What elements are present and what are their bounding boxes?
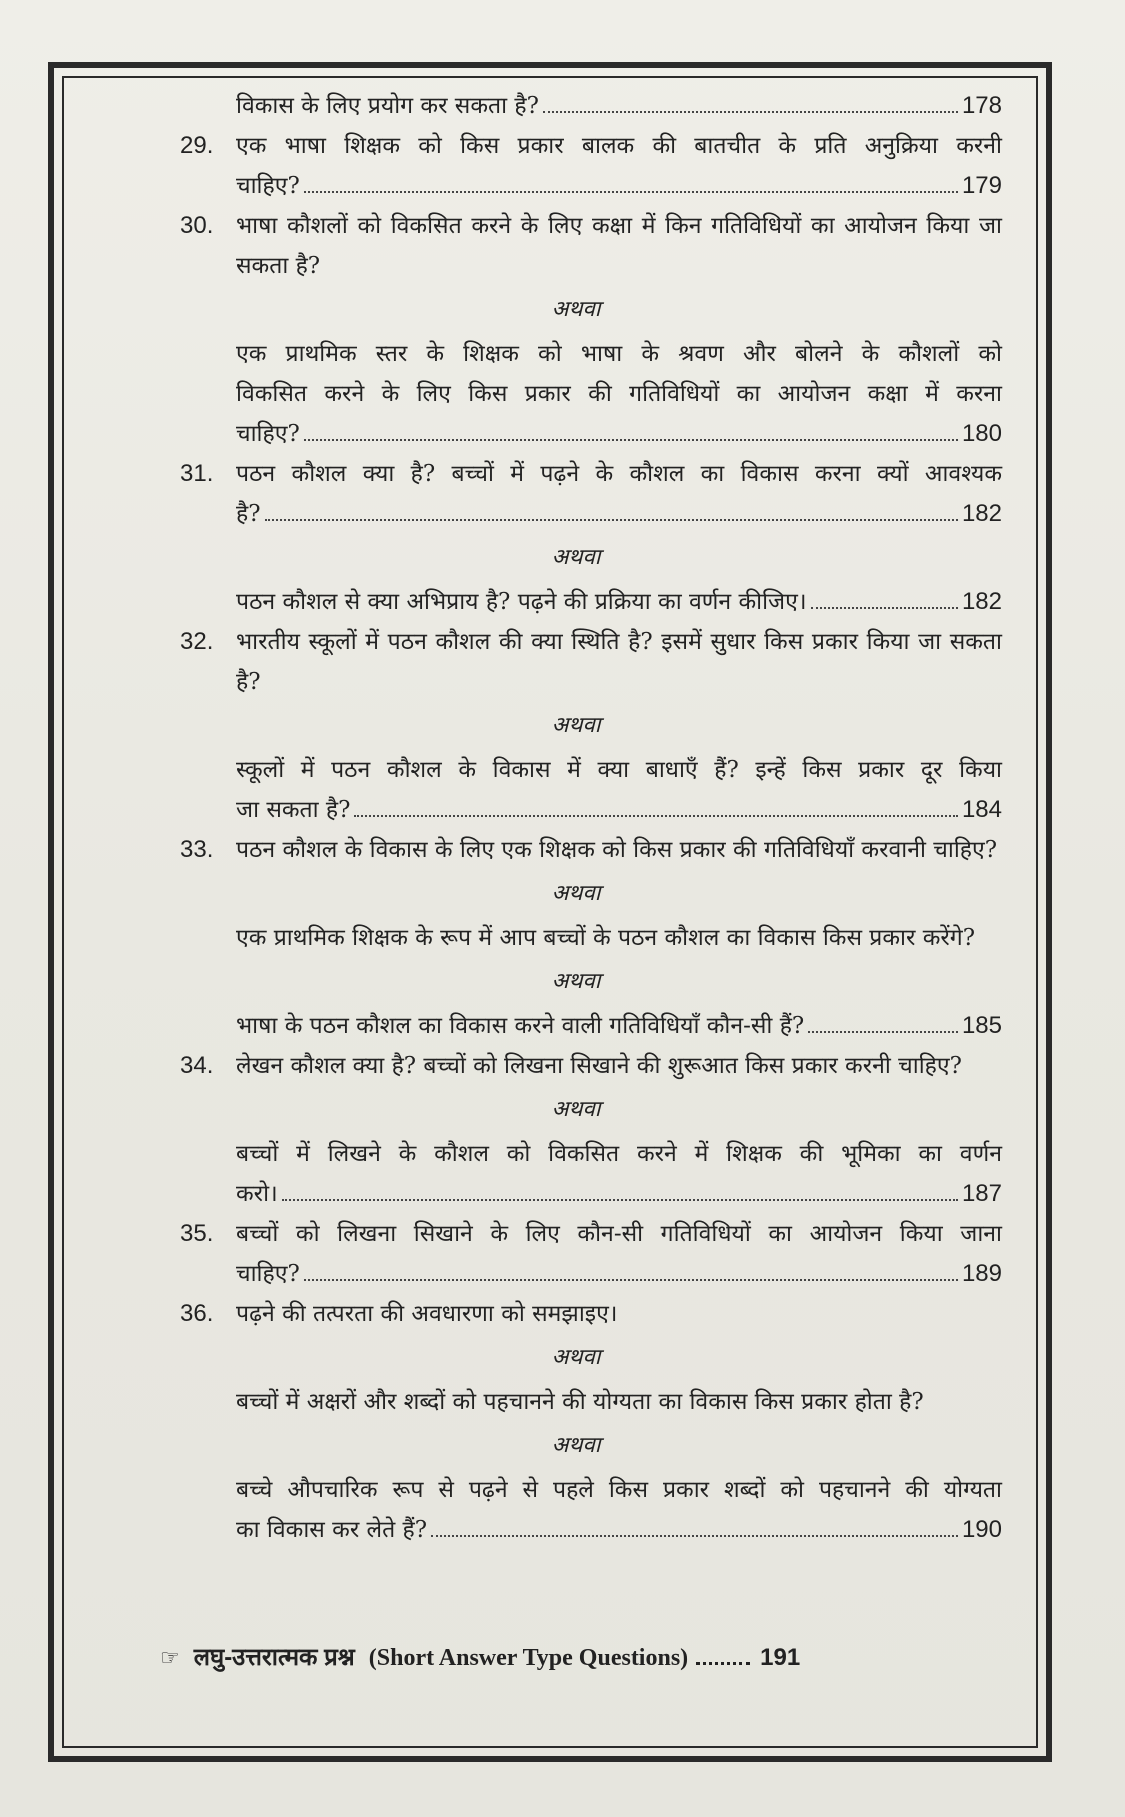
question-entry [150,1294,1002,1334]
question-entry [150,86,1002,126]
leader-dots [808,1031,958,1033]
question-number: 29. [180,132,214,159]
question-number: 33. [180,836,214,863]
or-separator: अथवा [551,1097,601,1122]
short-answer-english: (Short Answer Type Questions) [368,1645,689,1671]
question-text: पढ़ने की तत्परता की अवधारणा को समझाइए। [236,1301,618,1327]
question-line-last: विकास के लिए प्रयोग कर सकता है? [236,93,539,119]
toc-line [236,1254,1002,1294]
toc-line [236,1006,1002,1046]
question-entry [150,622,1002,702]
question-number: 30. [180,212,214,239]
or-separator: अथवा [551,1433,601,1458]
page-number: 179 [961,172,1002,199]
question-text: लेखन कौशल क्या है? बच्चों को लिखना सिखाने की शुरूआत किस प्रकार करनी चाहिए? [236,1053,962,1079]
leader-dots [543,111,958,113]
question-entry [150,830,1002,870]
question-number: 36. [180,1300,214,1327]
toc-line [236,166,1002,206]
leader-dots [304,1279,958,1281]
or-separator: अथवा [551,969,601,994]
page-number: 184 [961,796,1002,823]
question-line: एक प्राथमिक स्तर के शिक्षक को भाषा के श्रवण और बोलने के कौशलों को [236,341,1002,367]
question-entry [150,1214,1002,1294]
question-entry [150,750,1002,830]
page-number: 185 [961,1012,1002,1039]
question-entry [150,1046,1002,1086]
question-entry [150,206,1002,286]
leader-dots [265,519,958,521]
toc-line [236,86,1002,126]
question-line-last: भाषा के पठन कौशल का विकास करने वाली गतिविधियाँ कौन-सी हैं? [236,1013,805,1039]
leader-dots [696,1662,750,1665]
question-line-last: करो। [236,1181,278,1207]
question-line-last: का विकास कर लेते हैं? [236,1517,428,1543]
toc-line [236,582,1002,622]
page-number: 189 [961,1260,1002,1287]
leader-dots [431,1535,958,1537]
question-text: भाषा कौशलों को विकसित करने के लिए कक्षा में किन गतिविधियों का आयोजन किया जा सकता है? [236,213,1002,279]
question-text: भारतीय स्कूलों में पठन कौशल की क्या स्थिति है? इसमें सुधार किस प्रकार किया जा सकता है? [236,629,1002,695]
question-entry [150,582,1002,622]
question-line: बच्चों में लिखने के कौशल को विकसित करने में शिक्षक की भूमिका का वर्णन [236,1141,1002,1167]
question-text: बच्चों में अक्षरों और शब्दों को पहचानने की योग्यता का विकास किस प्रकार होता है? [236,1389,924,1415]
or-separator: अथवा [551,713,601,738]
leader-dots [354,815,957,817]
leader-dots [282,1199,958,1201]
question-entry [150,334,1002,454]
toc-line [236,414,1002,454]
or-separator: अथवा [551,545,601,570]
short-answer-hindi: लघु-उत्तरात्मक प्रश्न [193,1644,355,1671]
leader-dots [304,191,958,193]
question-line: बच्चे औपचारिक रूप से पढ़ने से पहले किस प्रकार शब्दों को पहचानने की योग्यता [236,1477,1002,1503]
question-text: पठन कौशल के विकास के लिए एक शिक्षक को किस प्रकार की गतिविधियाँ करवानी चाहिए? [236,837,998,863]
question-line-last: पठन कौशल से क्या अभिप्राय है? पढ़ने की प्रक्रिया का वर्णन कीजिए। [236,589,807,615]
question-line-last: जा सकता है? [236,797,351,823]
question-line: स्कूलों में पठन कौशल के विकास में क्या बाधाएँ हैं? इन्हें किस प्रकार दूर किया [236,757,1002,783]
leader-dots [304,439,958,441]
toc-line [236,790,1002,830]
page-number: 187 [961,1180,1002,1207]
question-line: पठन कौशल क्या है? बच्चों में पढ़ने के कौशल का विकास करना क्यों आवश्यक [236,461,1002,487]
question-entry [150,918,1002,958]
short-answer-heading [160,1640,1002,1673]
question-line-last: चाहिए? [236,173,300,199]
question-line-last: चाहिए? [236,1261,300,1287]
contents-list [150,86,1002,1550]
question-entry [150,454,1002,534]
page-number: 182 [961,500,1002,527]
toc-line [236,494,1002,534]
or-separator: अथवा [551,1345,601,1370]
or-separator: अथवा [551,297,601,322]
question-number: 35. [180,1220,214,1247]
question-entry [150,1006,1002,1046]
toc-line [236,1510,1002,1550]
question-number: 32. [180,628,214,655]
pointing-hand-icon: ☞ [160,1645,180,1670]
page-number: 178 [961,92,1002,119]
toc-line [236,1174,1002,1214]
question-line: एक भाषा शिक्षक को किस प्रकार बालक की बातचीत के प्रति अनुक्रिया करनी [236,133,1002,159]
leader-dots [811,607,958,609]
question-entry [150,1470,1002,1550]
question-line: विकसित करने के लिए किस प्रकार की गतिविधियों का आयोजन कक्षा में करना [236,381,1002,407]
question-line-last: चाहिए? [236,421,300,447]
short-answer-page: 191 [760,1644,801,1671]
question-number: 31. [180,460,214,487]
page-number: 190 [961,1516,1002,1543]
question-number: 34. [180,1052,214,1079]
page-number: 180 [961,420,1002,447]
question-line-last: है? [236,501,261,527]
question-line: बच्चों को लिखना सिखाने के लिए कौन-सी गतिविधियों का आयोजन किया जाना [236,1221,1002,1247]
question-entry [150,126,1002,206]
or-separator: अथवा [551,881,601,906]
question-entry [150,1134,1002,1214]
question-entry [150,1382,1002,1422]
question-text: एक प्राथमिक शिक्षक के रूप में आप बच्चों के पठन कौशल का विकास किस प्रकार करेंगे? [236,925,976,951]
page-number: 182 [961,588,1002,615]
